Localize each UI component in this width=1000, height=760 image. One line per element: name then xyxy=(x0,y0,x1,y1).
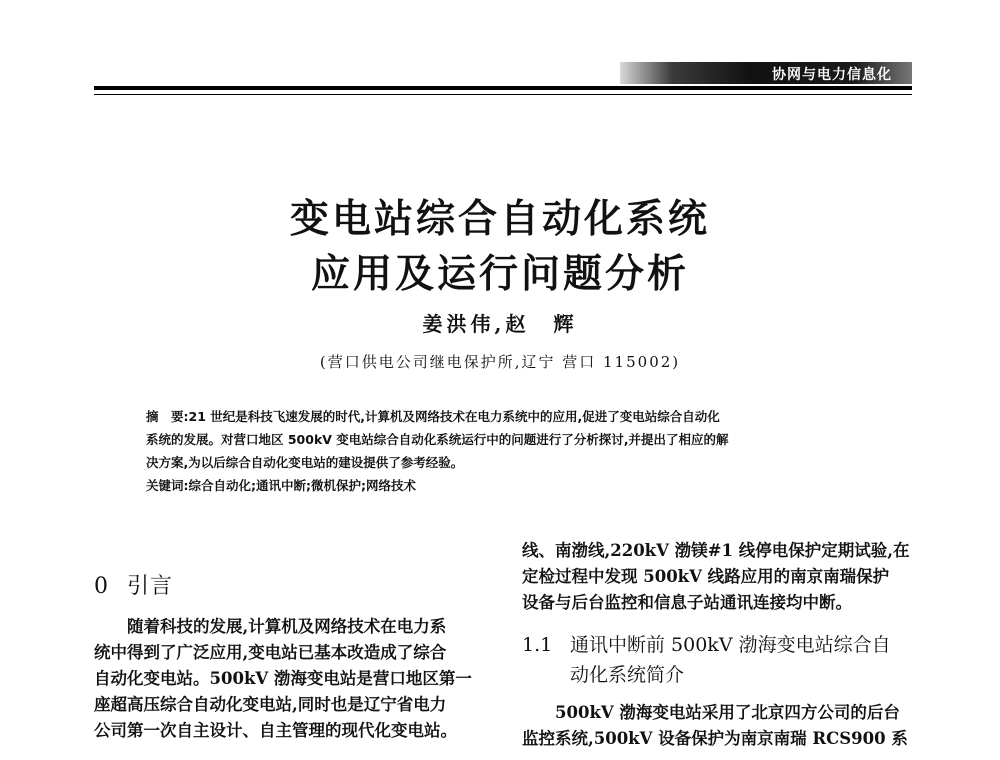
author-affiliation: (营口供电公司继电保护所,辽宁 营口 115002) xyxy=(319,353,681,371)
journal-section-label: 协网与电力信息化 xyxy=(772,67,892,83)
header-rule-thick xyxy=(94,86,912,90)
paper-title-line-1: 变电站综合自动化系统 xyxy=(289,196,710,242)
body-line: 公司第一次自主设计、自主管理的现代化变电站。 xyxy=(94,721,457,740)
journal-section-banner xyxy=(620,62,912,84)
body-line: 500kV 渤海变电站采用了北京四方公司的后台 xyxy=(555,703,900,722)
subsection-title-line-2: 动化系统简介 xyxy=(570,664,685,686)
paper-authors: 姜洪伟,赵 辉 xyxy=(422,312,578,336)
subsection-heading xyxy=(522,630,916,690)
abstract-line: 摘 要:21 世纪是科技飞速发展的时代,计算机及网络技术在电力系统中的应用,促进了变电站综合自动化 xyxy=(146,409,720,424)
abstract-line: 决方案,为以后综合自动化变电站的建设提供了参考经验。 xyxy=(146,455,464,470)
header-rule-thin xyxy=(94,94,912,95)
body-line: 线、南渤线,220kV 渤镁#1 线停电保护定期试验,在 xyxy=(522,541,910,560)
body-line: 监控系统,500kV 设备保护为南京南瑞 RCS900 系 xyxy=(522,729,908,748)
body-line: 设备与后台监控和信息子站通讯连接均中断。 xyxy=(522,593,852,612)
abstract-block xyxy=(146,405,876,497)
abstract-label: 摘 要: xyxy=(146,409,189,424)
body-line: 自动化变电站。500kV 渤海变电站是营口地区第一 xyxy=(94,669,472,688)
body-line: 随着科技的发展,计算机及网络技术在电力系 xyxy=(127,617,447,636)
body-line: 定检过程中发现 500kV 线路应用的南京南瑞保护 xyxy=(522,567,890,586)
body-line: 座超高压综合自动化变电站,同时也是辽宁省电力 xyxy=(94,695,447,714)
right-column xyxy=(522,538,916,752)
paper-title-line-2: 应用及运行问题分析 xyxy=(310,251,689,297)
subsection-title-line-1: 通讯中断前 500kV 渤海变电站综合自 xyxy=(570,634,891,656)
left-column xyxy=(94,570,488,744)
section-heading-introduction xyxy=(94,574,488,600)
keywords-line xyxy=(146,474,876,497)
subsection-number: 1.1 xyxy=(522,634,553,656)
keywords-text: 综合自动化;通讯中断;微机保护;网络技术 xyxy=(188,478,416,493)
keywords-label: 关键词: xyxy=(146,478,189,493)
section-title: 引言 xyxy=(127,574,174,599)
section-number: 0 xyxy=(94,574,109,599)
body-line: 统中得到了广泛应用,变电站已基本改造成了综合 xyxy=(94,643,447,662)
abstract-line: 系统的发展。对营口地区 500kV 变电站综合自动化系统运行中的问题进行了分析探讨,并提出了相应的解 xyxy=(146,432,729,447)
